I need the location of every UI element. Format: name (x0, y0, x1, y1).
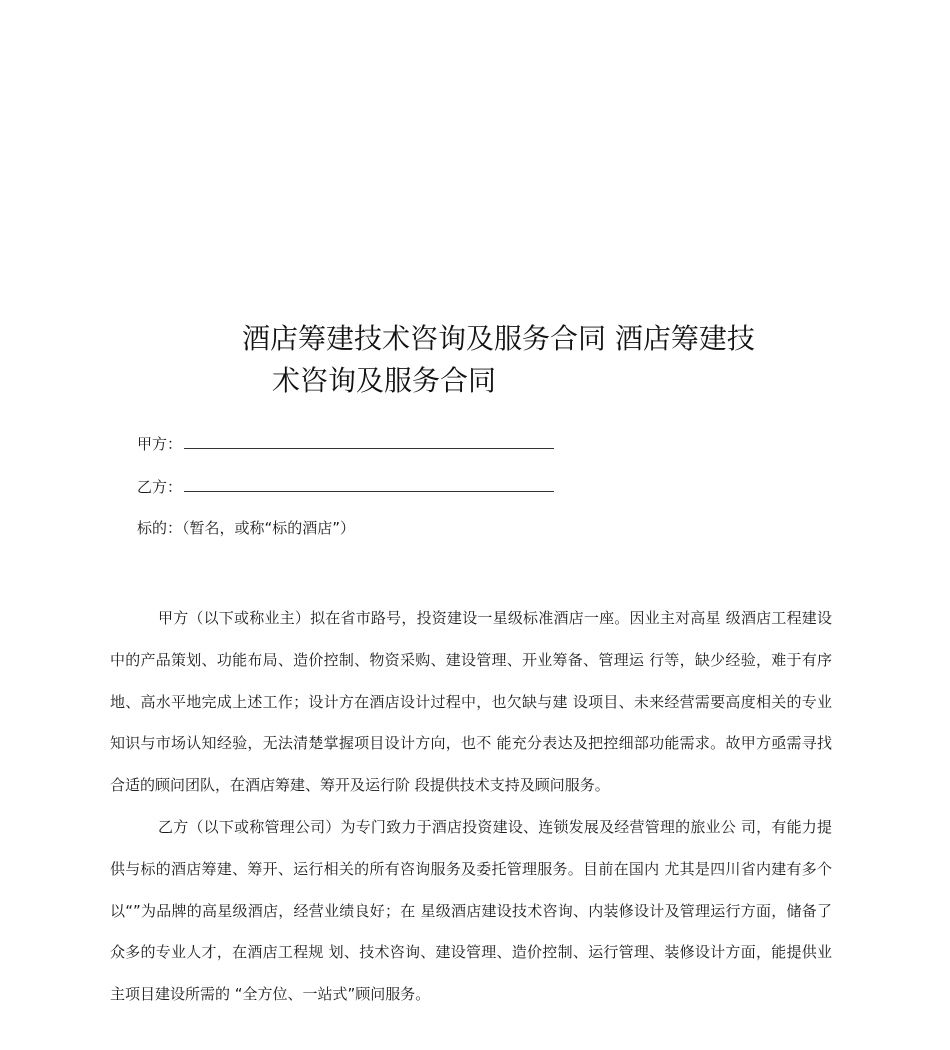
party-a-label: 甲方： (137, 435, 183, 453)
title-line-2: 术咨询及服务合同 (272, 364, 497, 397)
party-b-field (137, 477, 554, 497)
party-a-blank-line (184, 434, 554, 449)
contract-body (110, 598, 832, 1016)
paragraph-party-b-intro: 乙方（以下或称管理公司）为专门致力于酒店投资建设、连锁发展及经营管理的旅业公 司，有能力提供与标的酒店筹建、筹开、运行相关的所有咨询服务及委托管理服务。目前在国内 尤其是四川省内建有多个以“”为品牌的高星级酒店，经营业绩良好；在 星级酒店建设技术咨询、内装修设计及管理运行方面，储备了众多的专业人才，在酒店工程规 划、技术咨询、建设管理、造价控制、运行管理、装修设计方面，能提供业主项目建设所需的 “全方位、一站式”顾问服务。 (110, 817, 832, 1004)
title-line-1: 酒店筹建技术咨询及服务合同 酒店筹建技 (242, 322, 755, 355)
party-b-label: 乙方： (137, 478, 183, 496)
party-b-blank-line (184, 477, 554, 492)
subject-line: 标的：（暂名，或称“标的酒店”） (137, 519, 356, 537)
paragraph-party-a-intro: 甲方（以下或称业主）拟在省市路号，投资建设一星级标准酒店一座。因业主对高星 级酒店工程建设中的产品策划、功能布局、造价控制、物资采购、建设管理、开业筹备、管理运 行等，缺少经验，难于有序地、高水平地完成上述工作；设计方在酒店设计过程中，也欠缺与建 设项目、未来经营需要高度相关的专业知识与市场认知经验，无法清楚掌握项目设计方向，也不 能充分表达及把控细部功能需求。故甲方亟需寻找合适的顾问团队，在酒店筹建、筹开及运行阶 段提供技术支持及顾问服务。 (110, 609, 832, 795)
document-title (242, 318, 842, 402)
party-a-field (137, 434, 554, 454)
